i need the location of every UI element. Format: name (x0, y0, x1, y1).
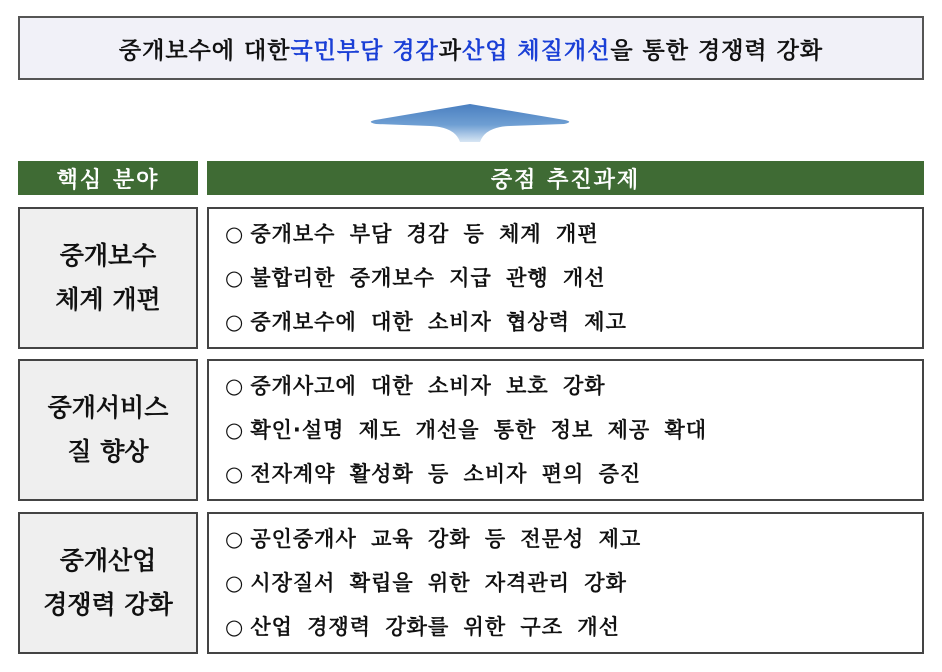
circle-bullet-icon: ○ (225, 527, 245, 551)
area-label-line1: 중개산업 (59, 546, 157, 575)
task-item: ○ 확인·설명 제도 개선을 통한 정보 제공 확대 (225, 418, 708, 442)
circle-bullet-icon: ○ (225, 418, 245, 442)
task-item: ○ 불합리한 중개보수 지급 관행 개선 (225, 266, 606, 290)
circle-bullet-icon: ○ (225, 571, 245, 595)
task-item: ○ 시장질서 확립을 위한 자격관리 강화 (225, 571, 627, 595)
area-label-line1: 중개보수 (59, 241, 157, 270)
up-arrow-icon (360, 102, 580, 144)
goal-highlight-2: 산업 체질개선 (461, 37, 611, 64)
task-box-industry-competitiveness (207, 512, 924, 654)
goal-text-2: 과 (438, 37, 462, 64)
header-key-tasks: 중점 추진과제 (207, 161, 924, 195)
circle-bullet-icon: ○ (225, 374, 245, 398)
task-item: ○ 중개보수에 대한 소비자 협상력 제고 (225, 310, 627, 334)
task-item: ○ 중개사고에 대한 소비자 보호 강화 (225, 374, 606, 398)
area-service-quality (18, 359, 198, 501)
area-industry-competitiveness (18, 512, 198, 654)
task-box-brokerage-fee (207, 207, 924, 349)
circle-bullet-icon: ○ (225, 222, 245, 246)
header-core-area: 핵심 분야 (18, 161, 198, 195)
area-label-line2: 경쟁력 강화 (43, 590, 173, 619)
goal-highlight-1: 국민부담 경감 (290, 37, 439, 64)
circle-bullet-icon: ○ (225, 310, 245, 334)
task-box-service-quality (207, 359, 924, 501)
area-label-line1: 중개서비스 (47, 393, 169, 422)
goal-text-3: 을 통한 경쟁력 강화 (610, 37, 824, 64)
task-item: ○ 산업 경쟁력 강화를 위한 구조 개선 (225, 615, 620, 639)
circle-bullet-icon: ○ (225, 462, 245, 486)
task-item: ○ 중개보수 부담 경감 등 체계 개편 (225, 222, 599, 246)
area-label-line2: 질 향상 (67, 437, 149, 466)
goal-banner (18, 16, 924, 80)
circle-bullet-icon: ○ (225, 266, 245, 290)
task-item: ○ 공인중개사 교육 강화 등 전문성 제고 (225, 527, 642, 551)
area-label-line2: 체계 개편 (55, 285, 161, 314)
area-brokerage-fee (18, 207, 198, 349)
circle-bullet-icon: ○ (225, 615, 245, 639)
task-item: ○ 전자계약 활성화 등 소비자 편의 증진 (225, 462, 642, 486)
goal-text-1: 중개보수에 대한 (118, 37, 291, 64)
